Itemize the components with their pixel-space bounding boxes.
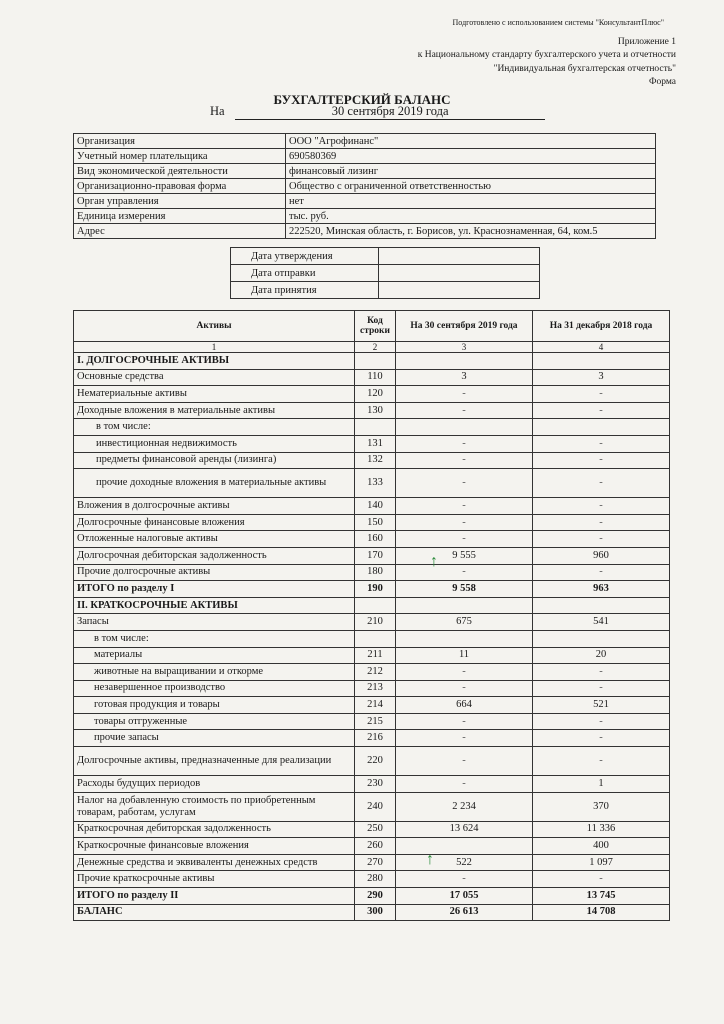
table-row xyxy=(74,531,670,548)
table-row xyxy=(74,386,670,403)
row-name: II. КРАТКОСРОЧНЫЕ АКТИВЫ xyxy=(74,597,355,614)
date-value-cell xyxy=(379,282,540,299)
row-value-current: - xyxy=(396,531,533,548)
row-code: 250 xyxy=(355,821,396,838)
row-name: Долгосрочная дебиторская задолженность xyxy=(74,547,355,564)
row-value-previous: - xyxy=(533,564,670,581)
row-value-previous: 963 xyxy=(533,581,670,598)
appendix-line: Форма xyxy=(648,77,676,88)
row-name: Основные средства xyxy=(74,369,355,386)
org-row xyxy=(74,149,656,164)
row-name: Долгосрочные активы, предназначенные для реализации xyxy=(74,747,355,776)
row-code: 180 xyxy=(355,564,396,581)
appendix-header xyxy=(418,36,676,90)
balance-table xyxy=(73,310,670,921)
report-date-row xyxy=(210,104,545,120)
row-value-previous: - xyxy=(533,680,670,697)
row-name: Прочие краткосрочные активы xyxy=(74,871,355,888)
row-value-previous: 3 xyxy=(533,369,670,386)
row-code: 150 xyxy=(355,514,396,531)
row-value-current: 11 xyxy=(396,647,533,664)
org-row xyxy=(74,164,656,179)
document-title: БУХГАЛТЕРСКИЙ БАЛАНС xyxy=(273,92,451,107)
row-code: 110 xyxy=(355,369,396,386)
row-value-current: - xyxy=(396,871,533,888)
row-value-previous: - xyxy=(533,730,670,747)
org-field-label: Учетный номер плательщика xyxy=(74,149,286,164)
row-name: Запасы xyxy=(74,614,355,631)
row-name: в том числе: xyxy=(74,419,355,436)
date-row xyxy=(231,282,540,299)
row-value-previous xyxy=(533,419,670,436)
row-value-previous: - xyxy=(533,871,670,888)
row-code: 280 xyxy=(355,871,396,888)
row-code: 214 xyxy=(355,697,396,714)
date-label: Дата отправки xyxy=(231,265,379,282)
handwritten-arrow-mark: ↑ xyxy=(430,553,438,570)
row-value-current: - xyxy=(396,680,533,697)
row-name: незавершенное производство xyxy=(74,680,355,697)
row-code: 216 xyxy=(355,730,396,747)
row-value-current: 17 055 xyxy=(396,888,533,905)
row-code xyxy=(355,353,396,370)
row-value-current xyxy=(396,353,533,370)
date-label: На xyxy=(210,104,225,118)
table-row xyxy=(74,838,670,855)
row-name: Денежные средства и эквиваленты денежных средств xyxy=(74,854,355,871)
row-value-current: - xyxy=(396,386,533,403)
row-code: 260 xyxy=(355,838,396,855)
row-name: товары отгруженные xyxy=(74,713,355,730)
header-code: Код строки xyxy=(355,311,396,342)
row-value-current: 13 624 xyxy=(396,821,533,838)
row-code: 120 xyxy=(355,386,396,403)
org-field-value: 222520, Минская область, г. Борисов, ул. Краснознаменная, 64, ком.5 xyxy=(286,224,656,239)
table-row xyxy=(74,564,670,581)
row-code: 220 xyxy=(355,747,396,776)
table-row xyxy=(74,888,670,905)
row-code: 160 xyxy=(355,531,396,548)
row-code xyxy=(355,597,396,614)
row-name: Краткосрочные финансовые вложения xyxy=(74,838,355,855)
row-value-previous: 13 745 xyxy=(533,888,670,905)
row-value-current: 26 613 xyxy=(396,904,533,921)
row-name: Прочие долгосрочные активы xyxy=(74,564,355,581)
row-code: 140 xyxy=(355,498,396,515)
table-row xyxy=(74,792,670,821)
row-code xyxy=(355,419,396,436)
org-row xyxy=(74,209,656,224)
appendix-line: Приложение 1 xyxy=(617,37,676,47)
row-value-current: - xyxy=(396,713,533,730)
row-value-current: - xyxy=(396,730,533,747)
row-value-current: 522 xyxy=(396,854,533,871)
date-value-cell xyxy=(379,265,540,282)
org-field-value: ООО "Агрофинанс" xyxy=(286,134,656,149)
row-value-current: 664 xyxy=(396,697,533,714)
row-name: в том числе: xyxy=(74,630,355,647)
row-value-previous: 541 xyxy=(533,614,670,631)
row-value-previous xyxy=(533,630,670,647)
row-name: ИТОГО по разделу I xyxy=(74,581,355,598)
table-row xyxy=(74,776,670,793)
org-row xyxy=(74,134,656,149)
row-value-current xyxy=(396,630,533,647)
table-row xyxy=(74,680,670,697)
col-number: 4 xyxy=(533,342,670,353)
org-field-label: Адрес xyxy=(74,224,286,239)
table-row xyxy=(74,904,670,921)
row-value-previous: - xyxy=(533,713,670,730)
report-date: 30 сентября 2019 года xyxy=(235,104,545,120)
org-field-value: нет xyxy=(286,194,656,209)
row-code: 190 xyxy=(355,581,396,598)
row-value-previous: - xyxy=(533,386,670,403)
row-value-current: 675 xyxy=(396,614,533,631)
row-name: прочие запасы xyxy=(74,730,355,747)
org-field-label: Вид экономической деятельности xyxy=(74,164,286,179)
table-row xyxy=(74,581,670,598)
row-value-previous: 400 xyxy=(533,838,670,855)
row-value-previous: - xyxy=(533,469,670,498)
row-value-current: - xyxy=(396,452,533,469)
row-value-current xyxy=(396,838,533,855)
row-value-current: 3 xyxy=(396,369,533,386)
row-value-previous: 960 xyxy=(533,547,670,564)
table-row xyxy=(74,469,670,498)
org-row xyxy=(74,194,656,209)
row-value-previous: - xyxy=(533,452,670,469)
row-value-previous: 14 708 xyxy=(533,904,670,921)
table-row xyxy=(74,614,670,631)
row-value-previous: 1 097 xyxy=(533,854,670,871)
header-current-date: На 30 сентября 2019 года xyxy=(396,311,533,342)
row-name: БАЛАНС xyxy=(74,904,355,921)
col-number: 3 xyxy=(396,342,533,353)
row-code: 213 xyxy=(355,680,396,697)
row-value-previous: 11 336 xyxy=(533,821,670,838)
row-name: животные на выращивании и откорме xyxy=(74,664,355,681)
table-row xyxy=(74,647,670,664)
row-code: 290 xyxy=(355,888,396,905)
row-code xyxy=(355,630,396,647)
table-row xyxy=(74,630,670,647)
row-value-previous: - xyxy=(533,435,670,452)
date-value-cell xyxy=(379,248,540,265)
row-code: 130 xyxy=(355,402,396,419)
row-value-previous: 521 xyxy=(533,697,670,714)
row-value-current: - xyxy=(396,435,533,452)
row-code: 215 xyxy=(355,713,396,730)
org-field-label: Орган управления xyxy=(74,194,286,209)
row-value-current xyxy=(396,419,533,436)
table-row xyxy=(74,419,670,436)
row-name: I. ДОЛГОСРОЧНЫЕ АКТИВЫ xyxy=(74,353,355,370)
table-row xyxy=(74,821,670,838)
row-value-previous: 1 xyxy=(533,776,670,793)
row-name: прочие доходные вложения в материальные активы xyxy=(74,469,355,498)
col-number: 1 xyxy=(74,342,355,353)
row-value-previous xyxy=(533,597,670,614)
organization-table xyxy=(73,133,656,239)
table-row xyxy=(74,547,670,564)
org-field-value: 690580369 xyxy=(286,149,656,164)
col-number: 2 xyxy=(355,342,396,353)
row-value-previous: - xyxy=(533,514,670,531)
row-value-previous: - xyxy=(533,531,670,548)
row-value-current: - xyxy=(396,664,533,681)
org-field-label: Организация xyxy=(74,134,286,149)
org-field-label: Организационно-правовая форма xyxy=(74,179,286,194)
row-name: инвестиционная недвижимость xyxy=(74,435,355,452)
table-row xyxy=(74,452,670,469)
row-value-current: - xyxy=(396,469,533,498)
date-label: Дата утверждения xyxy=(231,248,379,265)
row-value-current: - xyxy=(396,402,533,419)
row-code: 270 xyxy=(355,854,396,871)
date-row xyxy=(231,248,540,265)
row-name: предметы финансовой аренды (лизинга) xyxy=(74,452,355,469)
row-code: 300 xyxy=(355,904,396,921)
row-value-current: - xyxy=(396,564,533,581)
row-value-current: - xyxy=(396,514,533,531)
row-name: Краткосрочная дебиторская задолженность xyxy=(74,821,355,838)
org-field-label: Единица измерения xyxy=(74,209,286,224)
table-row xyxy=(74,713,670,730)
header-assets: Активы xyxy=(74,311,355,342)
table-row xyxy=(74,435,670,452)
row-value-previous: - xyxy=(533,402,670,419)
table-row xyxy=(74,747,670,776)
table-row xyxy=(74,730,670,747)
table-row xyxy=(74,597,670,614)
row-value-current: 2 234 xyxy=(396,792,533,821)
row-name: Вложения в долгосрочные активы xyxy=(74,498,355,515)
org-row xyxy=(74,179,656,194)
date-label: Дата принятия xyxy=(231,282,379,299)
row-code: 170 xyxy=(355,547,396,564)
row-code: 133 xyxy=(355,469,396,498)
dates-table xyxy=(230,247,540,299)
appendix-line: к Национальному стандарту бухгалтерского учета и отчетности xyxy=(417,50,676,61)
row-value-previous xyxy=(533,353,670,370)
row-value-previous: - xyxy=(533,664,670,681)
org-field-value: тыс. руб. xyxy=(286,209,656,224)
row-value-previous: 370 xyxy=(533,792,670,821)
table-row xyxy=(74,498,670,515)
table-row xyxy=(74,871,670,888)
row-name: Долгосрочные финансовые вложения xyxy=(74,514,355,531)
row-value-current: - xyxy=(396,498,533,515)
row-value-current: - xyxy=(396,747,533,776)
org-row xyxy=(74,224,656,239)
row-code: 210 xyxy=(355,614,396,631)
table-row xyxy=(74,369,670,386)
row-value-current: 9 558 xyxy=(396,581,533,598)
table-row xyxy=(74,697,670,714)
date-row xyxy=(231,265,540,282)
row-name: Отложенные налоговые активы xyxy=(74,531,355,548)
header-prev-date: На 31 декабря 2018 года xyxy=(533,311,670,342)
row-value-current: - xyxy=(396,776,533,793)
table-row xyxy=(74,854,670,871)
row-value-current: 9 555 xyxy=(396,547,533,564)
row-code: 132 xyxy=(355,452,396,469)
row-name: Расходы будущих периодов xyxy=(74,776,355,793)
row-name: Налог на добавленную стоимость по приобретенным товарам, работам, услугам xyxy=(74,792,355,821)
handwritten-check-mark: ↑ xyxy=(426,851,434,868)
row-code: 230 xyxy=(355,776,396,793)
row-value-previous: 20 xyxy=(533,647,670,664)
row-name: Доходные вложения в материальные активы xyxy=(74,402,355,419)
row-code: 131 xyxy=(355,435,396,452)
table-row xyxy=(74,353,670,370)
row-name: материалы xyxy=(74,647,355,664)
consultant-note: Подготовлено с использованием системы "КонсультантПлюс" xyxy=(452,18,664,27)
row-name: Нематериальные активы xyxy=(74,386,355,403)
row-code: 211 xyxy=(355,647,396,664)
row-value-previous: - xyxy=(533,498,670,515)
row-name: готовая продукция и товары xyxy=(74,697,355,714)
row-code: 212 xyxy=(355,664,396,681)
table-row xyxy=(74,664,670,681)
table-row xyxy=(74,514,670,531)
row-code: 240 xyxy=(355,792,396,821)
table-row xyxy=(74,402,670,419)
appendix-line: "Индивидуальная бухгалтерская отчетность" xyxy=(493,63,676,74)
org-field-value: финансовый лизинг xyxy=(286,164,656,179)
org-field-value: Общество с ограниченной ответственностью xyxy=(286,179,656,194)
row-value-previous: - xyxy=(533,747,670,776)
row-value-current xyxy=(396,597,533,614)
row-name: ИТОГО по разделу II xyxy=(74,888,355,905)
